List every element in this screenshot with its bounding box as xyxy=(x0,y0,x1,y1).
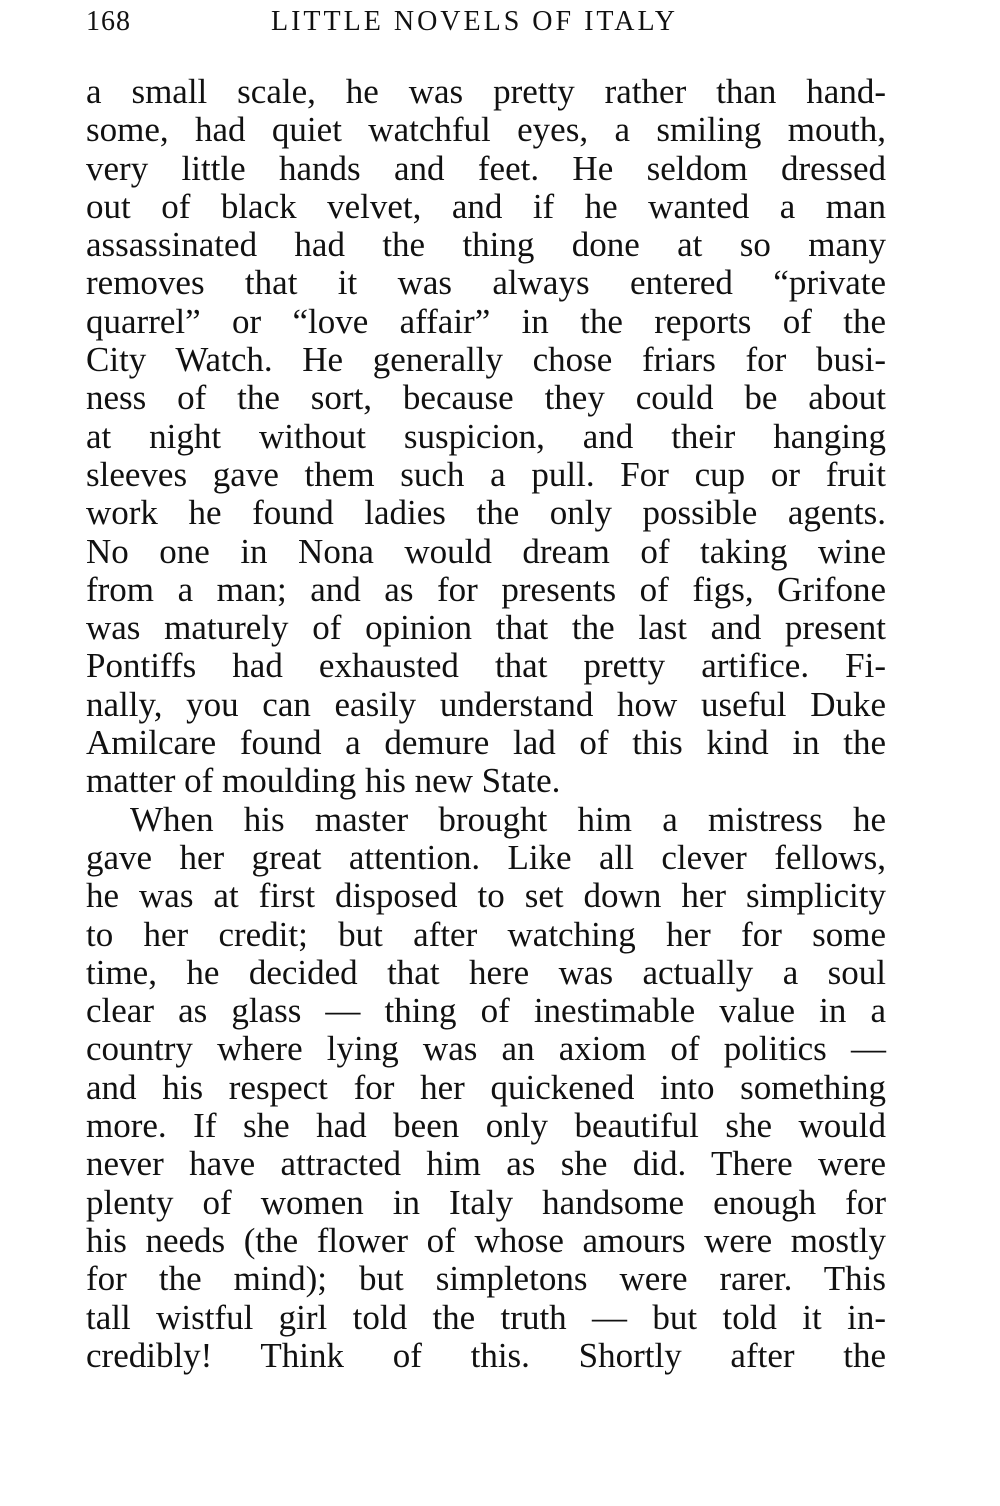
text-line: at night without suspicion, and their hanging xyxy=(86,416,886,456)
text-line: No one in Nona would dream of taking wine xyxy=(86,531,886,571)
text-line: credibly! Think of this. Shortly after the xyxy=(86,1335,886,1375)
text-line: a small scale, he was pretty rather than hand- xyxy=(86,72,886,111)
paragraph-2 xyxy=(86,801,886,1375)
text-line: City Watch. He generally chose friars for busi- xyxy=(86,340,886,380)
text-line: tall wistful girl told the truth — but told it in- xyxy=(86,1297,886,1337)
text-line: Amilcare found a demure lad of this kind in the xyxy=(86,723,886,763)
text-line: work he found ladies the only possible agents. xyxy=(86,493,886,533)
text-line: his needs (the flower of whose amours were mostly xyxy=(86,1220,886,1260)
text-line: When his master brought him a mistress he xyxy=(130,799,886,839)
page-header xyxy=(86,2,886,42)
text-line: Pontiffs had exhausted that pretty artifice. Fi- xyxy=(86,646,886,686)
body-text xyxy=(86,73,886,1375)
text-line: nally, you can easily understand how useful Duke xyxy=(86,684,886,724)
text-line: quarrel” or “love affair” in the reports of the xyxy=(86,301,886,341)
text-line: plenty of women in Italy handsome enough for xyxy=(86,1182,886,1222)
text-line: clear as glass — thing of inestimable value in a xyxy=(86,991,886,1031)
text-line: very little hands and feet. He seldom dressed xyxy=(86,148,886,188)
text-line: from a man; and as for presents of figs, Grifone xyxy=(86,569,886,609)
text-line: out of black velvet, and if he wanted a man xyxy=(86,186,886,226)
text-line: and his respect for her quickened into something xyxy=(86,1067,886,1107)
page-number: 168 xyxy=(86,6,131,37)
text-line: to her credit; but after watching her for some xyxy=(86,914,886,954)
paragraph-1 xyxy=(86,73,886,801)
text-line: matter of moulding his new State. xyxy=(86,761,561,801)
text-line: gave her great attention. Like all clever fellows, xyxy=(86,837,886,877)
text-line: time, he decided that here was actually a soul xyxy=(86,952,886,992)
text-line: removes that it was always entered “private xyxy=(86,263,886,303)
text-line: sleeves gave them such a pull. For cup or fruit xyxy=(86,454,886,494)
text-line: for the mind); but simpletons were rarer. This xyxy=(86,1259,886,1299)
text-line: ness of the sort, because they could be about xyxy=(86,378,886,418)
text-line: country where lying was an axiom of politics — xyxy=(86,1029,886,1069)
text-line: never have attracted him as she did. There were xyxy=(86,1144,886,1184)
text-line: some, had quiet watchful eyes, a smiling mouth, xyxy=(86,110,886,150)
text-line: was maturely of opinion that the last and present xyxy=(86,608,886,648)
text-line: he was at first disposed to set down her simplicity xyxy=(86,876,886,916)
running-title: LITTLE NOVELS OF ITALY xyxy=(271,6,679,37)
text-line: assassinated had the thing done at so many xyxy=(86,225,886,265)
text-line: more. If she had been only beautiful she would xyxy=(86,1106,886,1146)
